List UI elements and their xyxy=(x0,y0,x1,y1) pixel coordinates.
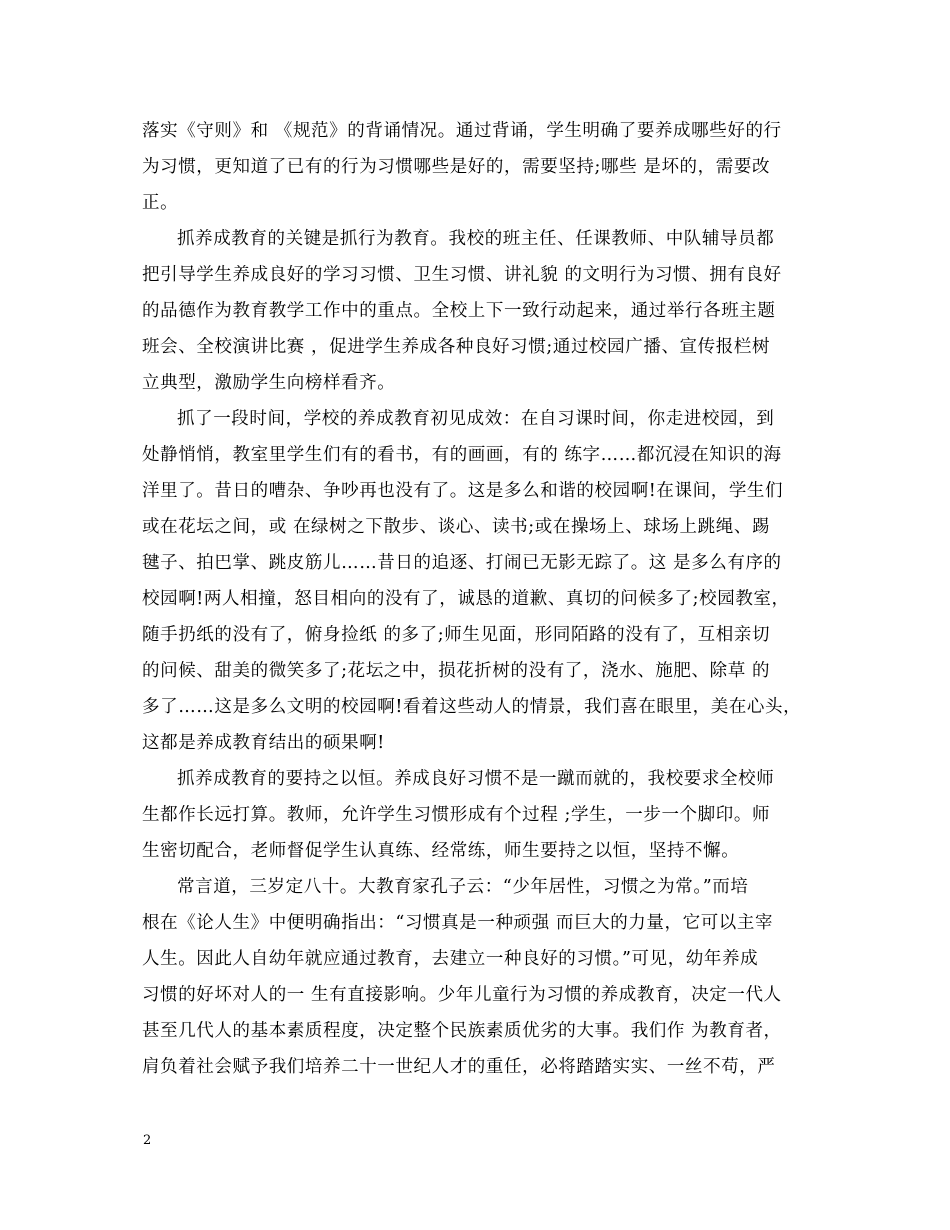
text-line: 多了……这是多么文明的校园啊!看着这些动人的情景，我们喜在眼里，美在心头， xyxy=(142,697,802,717)
text-line: 随手扔纸的没有了，俯身捡纸 的多了;师生见面，形同陌路的没有了，互相亲切 xyxy=(142,625,771,645)
text-line: 人生。因此人自幼年就应通过教育，去建立一种良好的习惯。”可见，幼年养成 xyxy=(142,949,759,969)
text-line: 甚至几代人的基本素质程度，决定整个民族素质优劣的大事。我们作 为教育者， xyxy=(142,1021,782,1041)
text-line: 洋里了。昔日的嘈杂、争吵再也没有了。这是多么和谐的校园啊!在课间，学生们 xyxy=(142,481,784,501)
text-line: 生密切配合，老师督促学生认真练、经常练，师生要持之以恒，坚持不懈。 xyxy=(142,841,740,861)
paragraph-first-line: 抓养成教育的关键是抓行为教育。我校的班主任、任课教师、中队辅导员都 xyxy=(177,229,775,249)
page-number: 2 xyxy=(143,1133,152,1148)
text-line: 为习惯，更知道了已有的行为习惯哪些是好的，需要坚持;哪些 是坏的，需要改 xyxy=(142,157,771,177)
paragraph-first-line: 常言道，三岁定八十。大教育家孔子云：“少年居性，习惯之为常。”而培 xyxy=(177,877,749,897)
text-line: 的品德作为教育教学工作中的重点。全校上下一致行动起来，通过举行各班主题 xyxy=(142,301,776,321)
text-line: 根在《论人生》中便明确指出：“习惯真是一种顽强 而巨大的力量，它可以主宰 xyxy=(142,913,774,933)
document-body xyxy=(142,113,822,1085)
text-line: 立典型，激励学生向榜样看齐。 xyxy=(142,373,396,393)
text-line: 班会、全校演讲比赛 ，促进学生养成各种良好习惯;通过校园广播、宣传报栏树 xyxy=(142,337,771,357)
text-line: 把引导学生养成良好的学习习惯、卫生习惯、讲礼貌 的文明行为习惯、拥有良好 xyxy=(142,265,782,285)
text-line: 处静悄悄，教室里学生们有的看书，有的画画，有的 练字……都沉浸在知识的海 xyxy=(142,445,782,465)
paragraph-first-line: 抓养成教育的要持之以恒。养成良好习惯不是一蹴而就的，我校要求全校师 xyxy=(177,769,775,789)
text-line: 习惯的好坏对人的一 生有直接影响。少年儿童行为习惯的养成教育，决定一代人 xyxy=(142,985,782,1005)
text-line: 肩负着社会赋予我们培养二十一世纪人才的重任，必将踏踏实实、一丝不苟，严 xyxy=(142,1057,776,1077)
text-line: 毽子、拍巴掌、跳皮筋儿……昔日的追逐、打闹已无影无踪了。这 是多么有序的 xyxy=(142,553,782,573)
text-line: 或在花坛之间，或 在绿树之下散步、谈心、读书;或在操场上、球场上跳绳、踢 xyxy=(142,517,771,537)
paragraph-first-line: 抓了一段时间，学校的养成教育初见成效：在自习课时间，你走进校园，到 xyxy=(177,409,775,429)
text-line: 这都是养成教育结出的硕果啊! xyxy=(142,733,385,753)
text-line: 落实《守则》和 《规范》的背诵情况。通过背诵，学生明确了要养成哪些好的行 xyxy=(142,121,782,141)
text-line: 生都作长远打算。教师，允许学生习惯形成有个过程 ;学生，一步一个脚印。师 xyxy=(142,805,771,825)
text-line: 的问候、甜美的微笑多了;花坛之中，损花折树的没有了，浇水、施肥、除草 的 xyxy=(142,661,771,681)
text-line: 正。 xyxy=(142,193,179,213)
text-line: 校园啊!两人相撞，怒目相向的没有了，诚恳的道歉、真切的问候多了;校园教室， xyxy=(142,589,790,609)
